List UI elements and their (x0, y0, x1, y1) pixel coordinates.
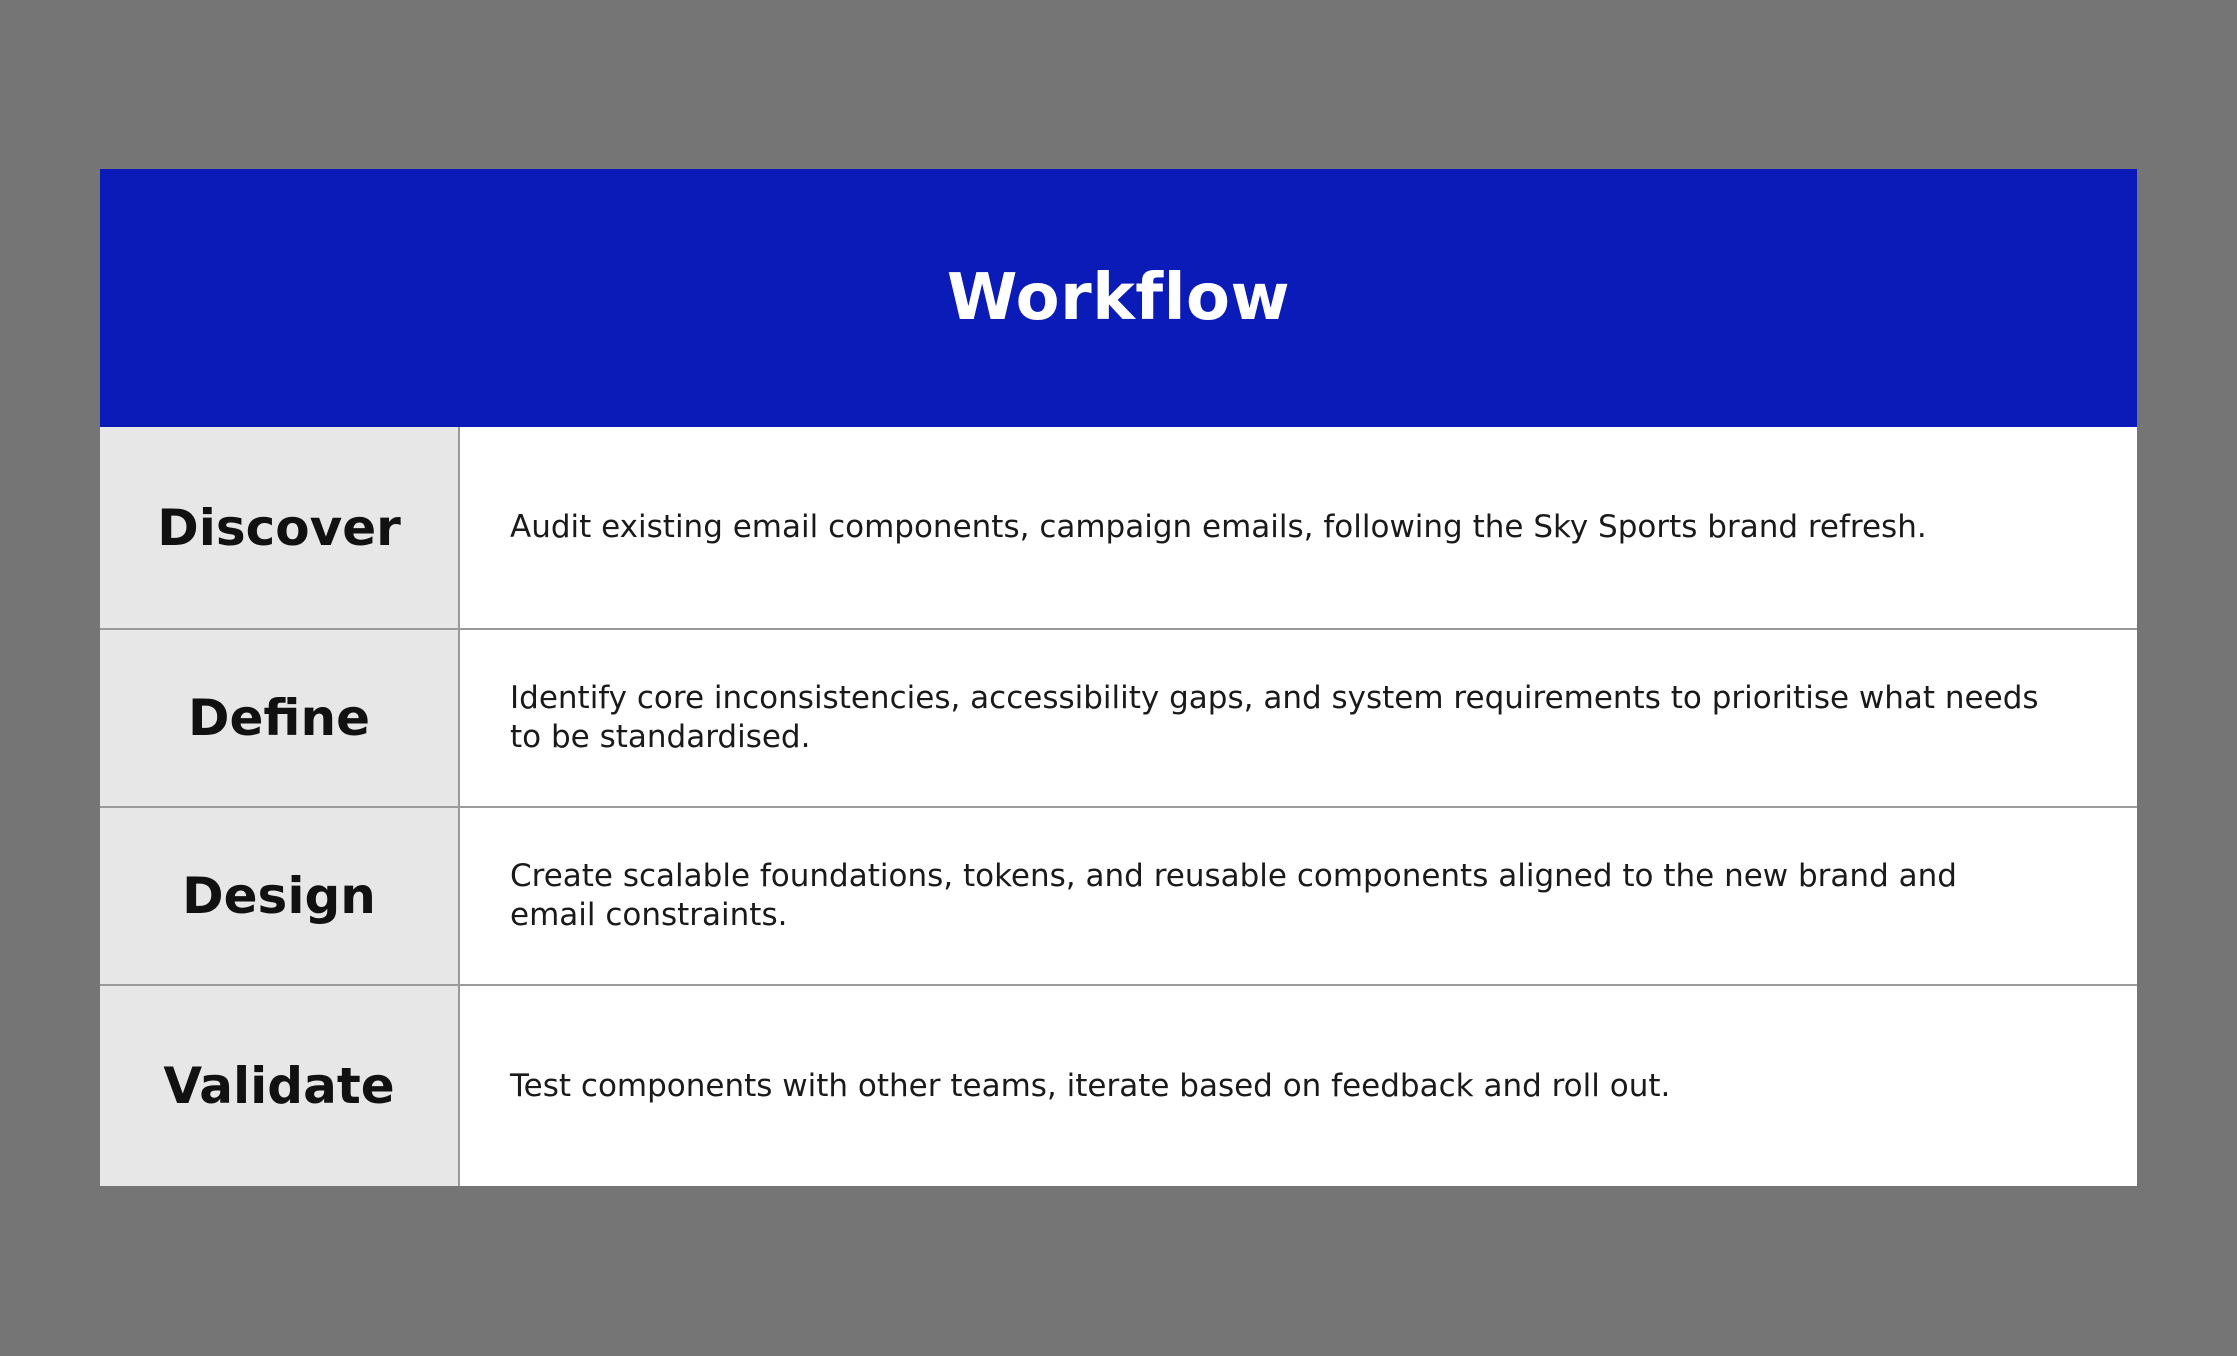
workflow-header (100, 169, 2137, 427)
stage-description-define: Identify core inconsistencies, accessibility gaps, and system requirements to prioritise what needs to be standardised. (510, 680, 2039, 755)
workflow-title: Workflow (946, 261, 1291, 335)
stage-description-cell (460, 630, 2137, 806)
stage-description-cell (460, 986, 2137, 1186)
stage-description-cell (460, 808, 2137, 984)
stage-label-cell (100, 808, 460, 984)
stage-description-design: Create scalable foundations, tokens, and reusable components aligned to the new brand and email constraints. (510, 858, 1957, 933)
workflow-row-validate (100, 984, 2137, 1186)
stage-label-cell (100, 427, 460, 628)
workflow-row-discover (100, 427, 2137, 628)
workflow-row-design (100, 806, 2137, 984)
stage-description-validate: Test components with other teams, iterate based on feedback and roll out. (510, 1067, 1671, 1104)
stage-description-discover: Audit existing email components, campaign emails, following the Sky Sports brand refresh. (510, 509, 1927, 545)
stage-label-discover: Discover (157, 498, 401, 557)
workflow-row-define (100, 628, 2137, 806)
stage-label-cell (100, 630, 460, 806)
stage-label-cell (100, 986, 460, 1186)
stage-label-define: Define (188, 689, 370, 747)
workflow-card (100, 169, 2137, 1186)
stage-label-design: Design (182, 867, 376, 925)
stage-label-validate: Validate (163, 1057, 395, 1115)
stage-description-cell (460, 427, 2137, 628)
